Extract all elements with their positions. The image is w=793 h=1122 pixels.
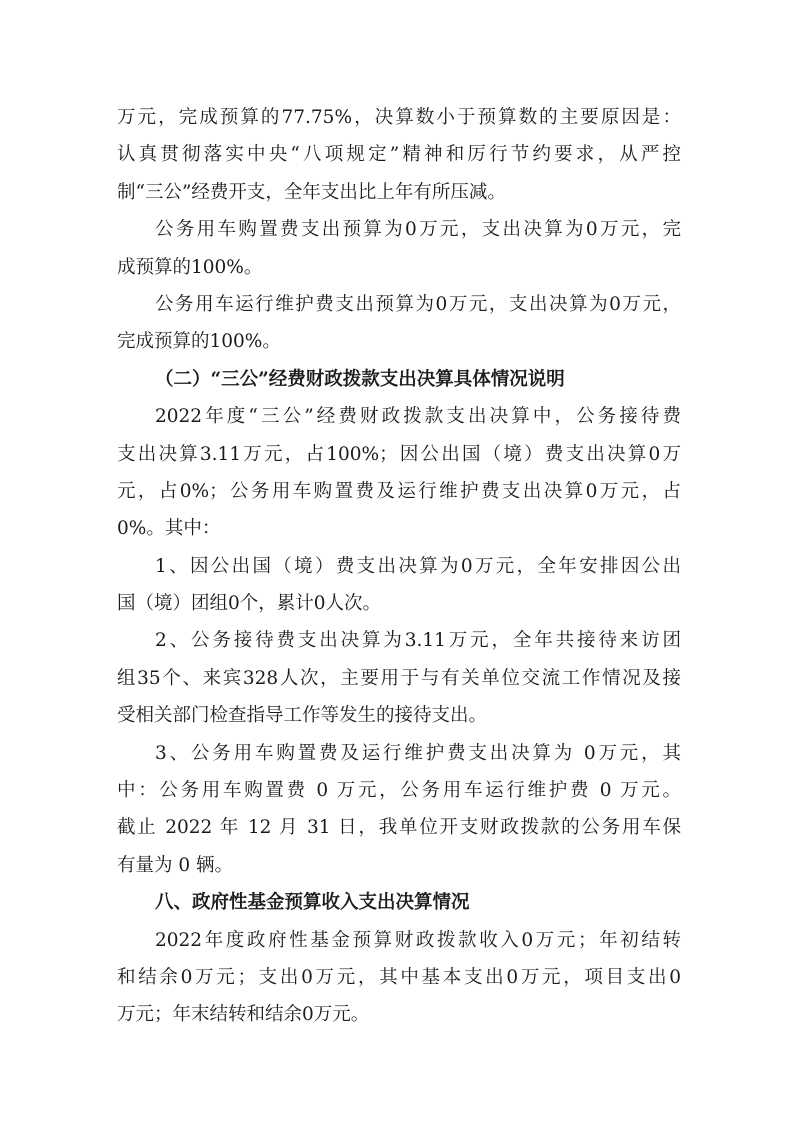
text-line: 受相关部门检查指导工作等发生的接待支出。 bbox=[117, 705, 488, 727]
text-line: 3、公务用车购置费及运行维护费支出决算为 0万元，其 bbox=[155, 742, 681, 764]
text-line: 0%。其中： bbox=[117, 518, 221, 540]
text-line: 万元，完成预算的77.75%，决算数小于预算数的主要原因是： bbox=[117, 107, 681, 128]
paragraph-three-public-summary bbox=[117, 398, 681, 548]
text-line: 中：公务用车购置费 0 万元，公务用车运行维护费 0 万元。 bbox=[117, 780, 681, 802]
text-line: 2022年度政府性基金预算财政拨款收入0万元；年初结转 bbox=[155, 929, 681, 951]
text-line: 国（境）团组0个，累计0人次。 bbox=[117, 593, 382, 615]
body-text bbox=[117, 99, 681, 1034]
paragraph-budget-completion bbox=[117, 99, 681, 211]
text-line: 和结余0万元；支出0万元，其中基本支出0万元，项目支出0 bbox=[117, 966, 681, 988]
paragraph-vehicle-maintenance bbox=[117, 286, 681, 361]
text-line: 支出决算3.11万元，占100%；因公出国（境）费支出决算0万 bbox=[117, 443, 681, 465]
text-line: 成预算的100%。 bbox=[117, 256, 263, 278]
text-line: 公务用车运行维护费支出预算为0万元，支出决算为0万元， bbox=[155, 293, 681, 315]
paragraph-vehicle-purchase bbox=[117, 211, 681, 286]
text-line: 有量为 0 辆。 bbox=[117, 854, 234, 876]
text-line: 组35个、来宾328人次，主要用于与有关单位交流工作情况及接 bbox=[117, 667, 681, 689]
text-line: 2、公务接待费支出决算为3.11万元，全年共接待来访团 bbox=[155, 630, 681, 652]
section-heading-government-fund: 八、政府性基金预算收入支出决算情况 bbox=[155, 892, 470, 914]
text-line: 完成预算的100%。 bbox=[117, 331, 281, 353]
text-line: 2022年度“三公”经费财政拨款支出决算中，公务接待费 bbox=[155, 406, 681, 428]
text-line: 制“三公”经费开支，全年支出比上年有所压减。 bbox=[117, 181, 506, 203]
text-line: 公务用车购置费支出预算为0万元，支出决算为0万元，完 bbox=[155, 219, 681, 241]
text-line: 1、因公出国（境）费支出决算为0万元，全年安排因公出 bbox=[155, 555, 681, 577]
paragraph-official-reception bbox=[117, 622, 681, 734]
paragraph-government-fund bbox=[117, 922, 681, 1034]
paragraph-official-vehicles bbox=[117, 735, 681, 885]
text-line: 元，占0%；公务用车购置费及运行维护费支出决算0万元，占 bbox=[117, 480, 681, 502]
text-line: 认真贯彻落实中央“八项规定”精神和厉行节约要求，从严控 bbox=[117, 144, 681, 166]
text-line: 万元；年末结转和结余0万元。 bbox=[117, 1004, 370, 1026]
text-line: 截止 2022 年 12 月 31 日，我单位开支财政拨款的公务用车保 bbox=[117, 817, 681, 839]
section-heading-three-public: （二）“三公”经费财政拨款支出决算具体情况说明 bbox=[155, 368, 565, 390]
paragraph-overseas-travel bbox=[117, 548, 681, 623]
